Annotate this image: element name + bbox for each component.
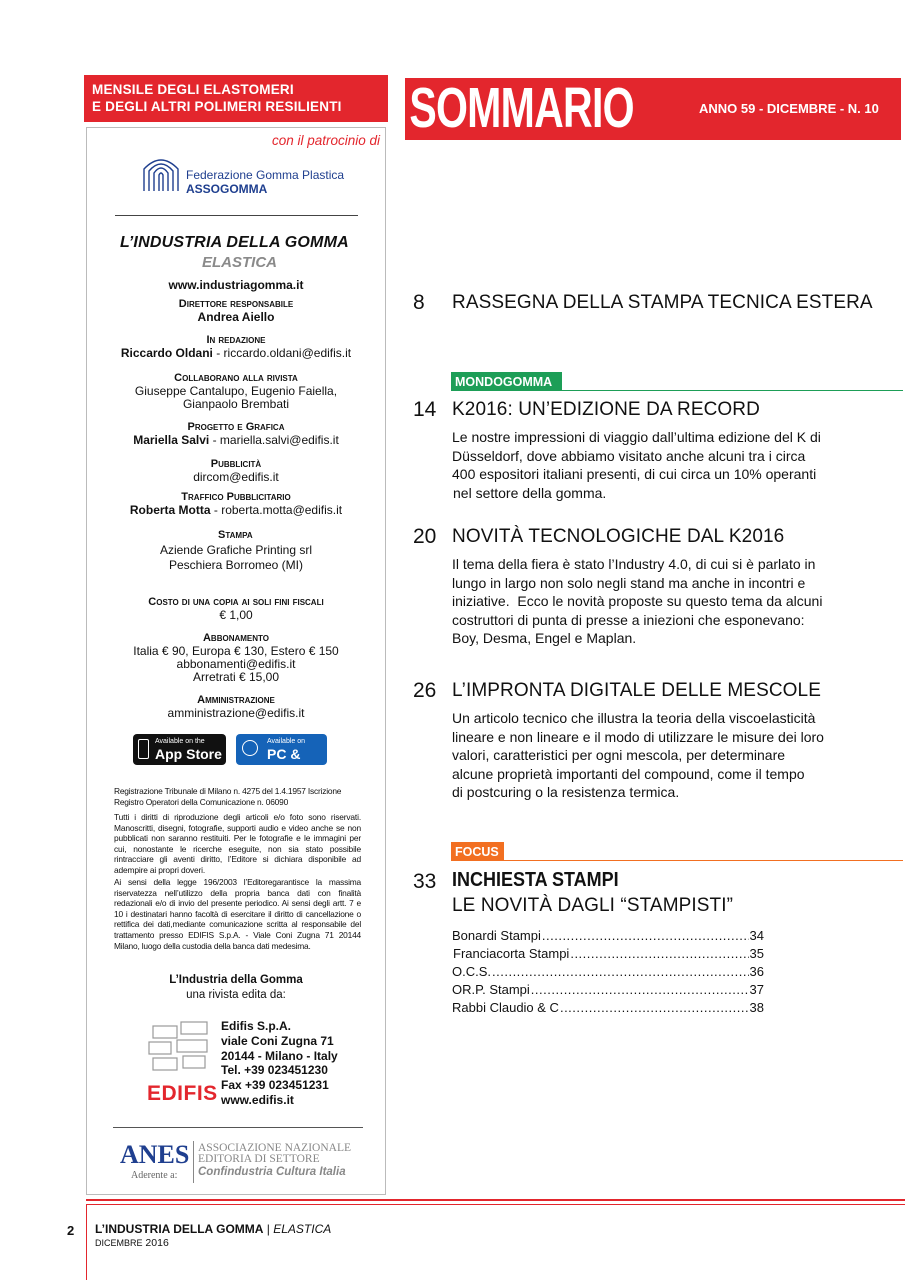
anes-divider	[193, 1141, 194, 1183]
toc-name: OR.P. Stampi	[452, 982, 530, 997]
app-store-big: App Store	[155, 746, 222, 762]
footer-magazine	[95, 1222, 331, 1236]
entry-description	[452, 555, 832, 648]
footer-mag-name: L’INDUSTRIA DELLA GOMMA	[95, 1222, 264, 1236]
anes-line3: Confindustria Cultura Italia	[198, 1166, 346, 1178]
desc-line: 400 espositori italiani presenti, di cui circa un 10% operanti	[452, 466, 817, 482]
anes-line1: ASSOCIAZIONE NAZIONALE	[198, 1142, 351, 1154]
design-label: Progetto e Grafica	[187, 421, 285, 433]
anes-logo: ANES	[120, 1140, 190, 1169]
collab-line1: Giuseppe Cantalupo, Eugenio Faiella,	[134, 384, 338, 398]
phone-icon	[138, 739, 149, 759]
desc-line: alcune proprietà importanti del compound, come il tempo	[452, 765, 805, 782]
traffic-email: - roberta.motta@edifis.it	[210, 503, 343, 517]
desc-line: Le nostre impressioni di viaggio dall’ultima edizione del K di	[452, 429, 821, 445]
app-store-badge[interactable]	[133, 734, 226, 765]
section-tag-mondogomma: MONDOGOMMA	[451, 372, 562, 391]
desc-line: iniziative. Ecco le novità proposte su questo tema da alcuni	[452, 593, 823, 609]
anes-member-label: Aderente a:	[131, 1170, 178, 1181]
edifis-addr1: viale Coni Zugna 71	[221, 1033, 334, 1048]
page-number: 2	[67, 1223, 75, 1238]
pc-mac-small: Available on	[267, 738, 306, 745]
footer-date-month: DICEMBRE	[95, 1238, 143, 1248]
colophon-ads	[86, 458, 386, 484]
footer-separator: |	[263, 1222, 274, 1236]
masthead-line1: MENSILE DEGLI ELASTOMERI	[92, 82, 294, 97]
ads-email: dircom@edifis.it	[193, 470, 279, 484]
toc-row[interactable]	[452, 964, 764, 979]
desc-line: Boy, Desma, Engel e Maplan.	[452, 630, 637, 646]
app-store-small: Available on the	[155, 738, 205, 745]
entry-page-number: 8	[413, 291, 425, 314]
publisher-line1: L’Industria della Gomma	[169, 974, 303, 986]
edifis-addr2: 20144 - Milano - Italy	[221, 1048, 338, 1063]
magazine-title: L’INDUSTRIA DELLA GOMMA	[120, 234, 349, 251]
edifis-fax: Fax +39 023451231	[221, 1078, 329, 1093]
footer-rule	[86, 1204, 905, 1205]
desc-line: di postcuring o la resistenza termica.	[452, 784, 680, 800]
colophon-director	[86, 298, 386, 324]
edifis-web[interactable]: www.edifis.it	[221, 1092, 294, 1107]
toc-page: 36	[749, 964, 764, 979]
entry-title[interactable]: K2016: UN’EDIZIONE DA RECORD	[452, 399, 760, 420]
desc-line: valori, caratteristici per ogni mescola, per determinare	[452, 747, 786, 763]
collab-line2: Gianpaolo Brembati	[182, 397, 290, 411]
toc-dots	[492, 964, 749, 979]
colophon-collaborators	[86, 372, 386, 411]
toc-name: Rabbi Claudio & C	[452, 1000, 559, 1015]
design-name: Mariella Salvi	[133, 433, 210, 447]
divider	[115, 215, 358, 216]
toc-dots	[531, 982, 749, 997]
sub-label: Abbonamento	[202, 632, 270, 644]
entry-title[interactable]: RASSEGNA DELLA STAMPA TECNICA ESTERA	[452, 292, 873, 313]
editorial-label: In redazione	[206, 334, 266, 346]
publisher-line2: una rivista edita da:	[186, 989, 286, 1001]
anes-line2: EDITORIA DI SETTORE	[198, 1153, 320, 1165]
divider	[113, 1127, 363, 1128]
toc-row[interactable]	[452, 946, 764, 961]
collab-label: Collaborano alla rivista	[174, 372, 298, 384]
toc-name: O.C.S.	[452, 964, 492, 979]
sub-line3: Arretrati € 15,00	[192, 670, 280, 684]
colophon-cost	[86, 596, 386, 622]
footer-rule	[86, 1199, 905, 1201]
traffic-name: Roberta Motta	[129, 503, 211, 517]
editorial-email: - riccardo.oldani@edifis.it	[212, 346, 352, 360]
anes-text	[198, 1143, 351, 1165]
traffic-label: Traffico Pubblicitario	[181, 491, 291, 503]
toc-row[interactable]	[452, 982, 764, 997]
toc-page: 38	[749, 1000, 764, 1015]
desc-line: lineare e non lineare e il modo di utilizzare le misure dei loro	[452, 728, 824, 745]
sub-line1: Italia € 90, Europa € 130, Estero € 150	[133, 644, 339, 658]
toc-page: 35	[749, 946, 764, 961]
colophon-editorial	[86, 334, 386, 360]
desc-line: Il tema della fiera è stato l’Industry 4.0, di cui si è parlato in	[452, 556, 816, 572]
pc-mac-badge[interactable]	[236, 734, 327, 778]
edifis-address	[221, 1019, 338, 1108]
issue-info: ANNO 59 - DICEMBRE - N. 10	[699, 101, 879, 116]
footer-vertical-rule	[86, 1204, 87, 1280]
admin-label: Amministrazione	[197, 694, 275, 706]
edifis-name: Edifis S.p.A.	[221, 1019, 292, 1033]
cost-label: Costo di una copia ai soli fini fiscali	[148, 596, 324, 608]
colophon-print	[86, 543, 386, 573]
assogomma-line1: Federazione Gomma Plastica	[186, 168, 345, 182]
toc-row[interactable]	[452, 928, 764, 943]
section-tag-focus: FOCUS	[451, 842, 504, 861]
colophon-design	[86, 421, 386, 447]
toc-page: 34	[749, 928, 764, 943]
colophon-subscription	[86, 632, 386, 684]
entry-page-number: 20	[413, 525, 437, 548]
toc-name: Bonardi Stampi	[452, 928, 541, 943]
print-line1: Aziende Grafiche Printing srl	[159, 543, 313, 557]
admin-email: amministrazione@edifis.it	[167, 706, 305, 720]
cost-value: € 1,00	[219, 608, 253, 622]
toc-dots	[570, 946, 748, 961]
entry-description	[452, 428, 822, 502]
rights-text: Tutti i diritti di riproduzione degli articoli e/o foto sono riservati. Manoscritti, disegni, fotografie, supporti audio e video anche se non pubblicati non saranno restituiti. Per le fotografie e le immagini per cui, nonostante le ricerche eseguite, non sia stato possibile rintracciare gli aventi diritto, l’Editore si dichiara disponibile ad adempire ai propri doveri.	[114, 812, 361, 875]
pc-mac-big: PC & Mac	[267, 746, 301, 778]
section-rule	[451, 860, 903, 861]
masthead-line2: E DEGLI ALTRI POLIMERI RESILIENTI	[92, 99, 342, 114]
edifis-wordmark: EDIFIS	[147, 1082, 218, 1105]
assogomma-line2: ASSOGOMMA	[186, 182, 268, 196]
desc-line: lungo in largo non solo negli stand ma anche in incontri e	[452, 574, 806, 591]
entry-page-number: 14	[413, 398, 437, 421]
publisher-intro	[86, 973, 386, 1003]
print-label: Stampa	[218, 529, 253, 541]
colophon-admin	[86, 694, 386, 720]
toc-dots	[542, 928, 749, 943]
entry-page-number: 26	[413, 679, 437, 702]
entry-title[interactable]: INCHIESTA STAMPI	[452, 869, 619, 891]
website-link[interactable]: www.industriagomma.it	[168, 278, 304, 292]
toc-dots	[560, 1000, 749, 1015]
director-label: Direttore responsabile	[178, 298, 294, 310]
footer-date	[95, 1237, 169, 1249]
assogomma-logo-icon	[138, 151, 184, 193]
edifis-tel: Tel. +39 023451230	[221, 1063, 328, 1078]
section-rule	[451, 390, 903, 391]
sub-line2: abbonamenti@edifis.it	[176, 657, 296, 671]
entry-description	[452, 709, 832, 802]
toc-page: 37	[749, 982, 764, 997]
design-email: - mariella.salvi@edifis.it	[209, 433, 339, 447]
entry-title[interactable]: NOVITÀ TECNOLOGICHE DAL K2016	[452, 526, 785, 547]
editorial-name: Riccardo Oldani	[120, 346, 213, 360]
entry-page-number: 33	[413, 870, 437, 893]
director-name: Andrea Aiello	[197, 310, 275, 324]
footer-mag-sub: ELASTICA	[273, 1222, 332, 1236]
magazine-subtitle: ELASTICA	[202, 254, 277, 271]
entry-title[interactable]: L’IMPRONTA DIGITALE DELLE MESCOLE	[452, 680, 821, 701]
desc-line: nel settore della gomma.	[453, 484, 607, 501]
footer-date-year: 2016	[142, 1237, 169, 1249]
page-title: SOMMARIO	[409, 76, 634, 140]
desc-line: Düsseldorf, dove abbiamo visitato anche alcuni tra i circa	[452, 447, 806, 464]
entry-subtitle: LE NOVITÀ DAGLI “STAMPISTI”	[452, 895, 734, 916]
ads-label: Pubblicità	[210, 458, 262, 470]
toc-row[interactable]	[452, 1000, 764, 1015]
monitor-icon	[242, 740, 258, 756]
masthead-banner	[84, 75, 388, 122]
patronage-label: con il patrocinio di	[271, 133, 380, 148]
colophon-traffic	[86, 491, 386, 517]
toc-name: Franciacorta Stampi	[453, 946, 570, 961]
privacy-text: Ai sensi della legge 196/2003 l’Editoregarantisce la massima riservatezza nell’utilizzo della propria banca dati con finalità redazionali e/o di invio del presente periodico. Ai sensi degli artt. 7 e 10 i destinatari hanno facoltà di esercitare il diritto di cancellazione o rettifica dei dati,mediante comunicazione scritta al responsabile del trattamento presso EDIFIS S.p.A. - Viale Coni Zugna 71 20144 Milano, luogo della custodia della banca dati medesima.	[114, 877, 361, 951]
print-line2: Peschiera Borromeo (MI)	[168, 558, 304, 572]
desc-line: costruttori di punta di presse a iniezioni che esponevano:	[452, 611, 805, 628]
edifis-logo-icon	[145, 1020, 215, 1082]
registration-text: Registrazione Tribunale di Milano n. 4275 del 1.4.1957 Iscrizione Registro Operatori della Comunicazione n. 06090	[114, 786, 342, 807]
desc-line: Un articolo tecnico che illustra la teoria della viscoelasticità	[452, 710, 816, 726]
